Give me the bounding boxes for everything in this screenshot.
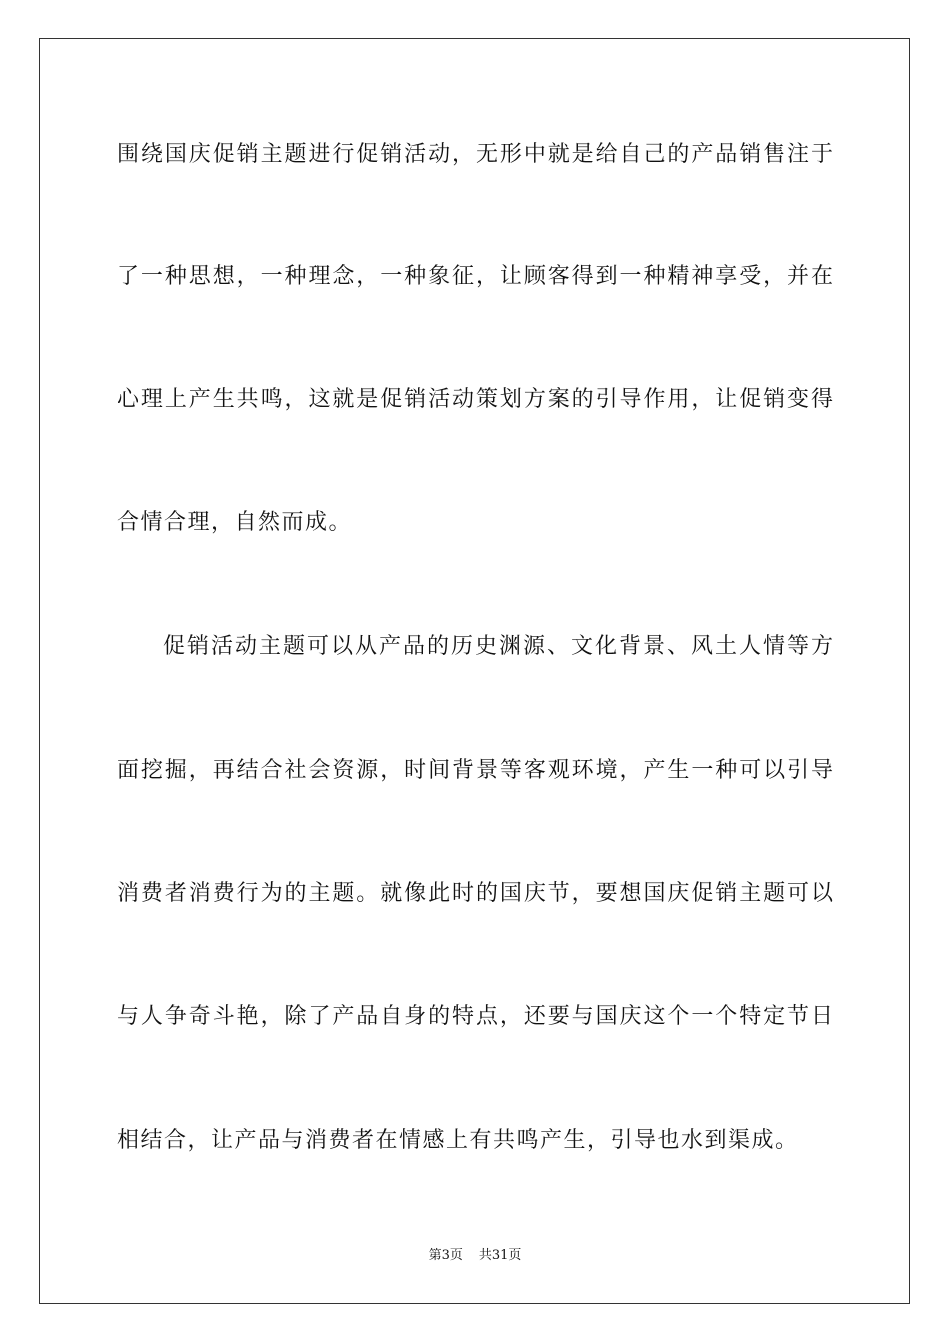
paragraph-2-line-4: 与人争奇斗艳，除了产品自身的特点，还要与国庆这个一个特定节日 bbox=[117, 1004, 833, 1029]
page-border bbox=[39, 38, 910, 1304]
paragraph-1-line-2: 了一种思想，一种理念，一种象征，让顾客得到一种精神享受，并在 bbox=[117, 264, 833, 289]
page-number: 第3页 bbox=[428, 1248, 463, 1263]
paragraph-2-line-3: 消费者消费行为的主题。就像此时的国庆节，要想国庆促销主题可以 bbox=[117, 881, 833, 906]
paragraph-2-line-1: 促销活动主题可以从产品的历史渊源、文化背景、风土人情等方 bbox=[163, 634, 833, 659]
paragraph-1-line-4: 合情合理，自然而成。 bbox=[117, 510, 353, 535]
paragraph-1-line-1: 围绕国庆促销主题进行促销活动，无形中就是给自己的产品销售注于 bbox=[117, 142, 833, 167]
paragraph-2-line-5: 相结合，让产品与消费者在情感上有共鸣产生，引导也水到渠成。 bbox=[117, 1128, 799, 1153]
page-footer bbox=[0, 1248, 950, 1264]
paragraph-2-line-2: 面挖掘，再结合社会资源，时间背景等客观环境，产生一种可以引导 bbox=[117, 758, 833, 783]
total-pages: 共31页 bbox=[478, 1248, 522, 1263]
paragraph-1-line-3: 心理上产生共鸣，这就是促销活动策划方案的引导作用，让促销变得 bbox=[117, 387, 833, 412]
